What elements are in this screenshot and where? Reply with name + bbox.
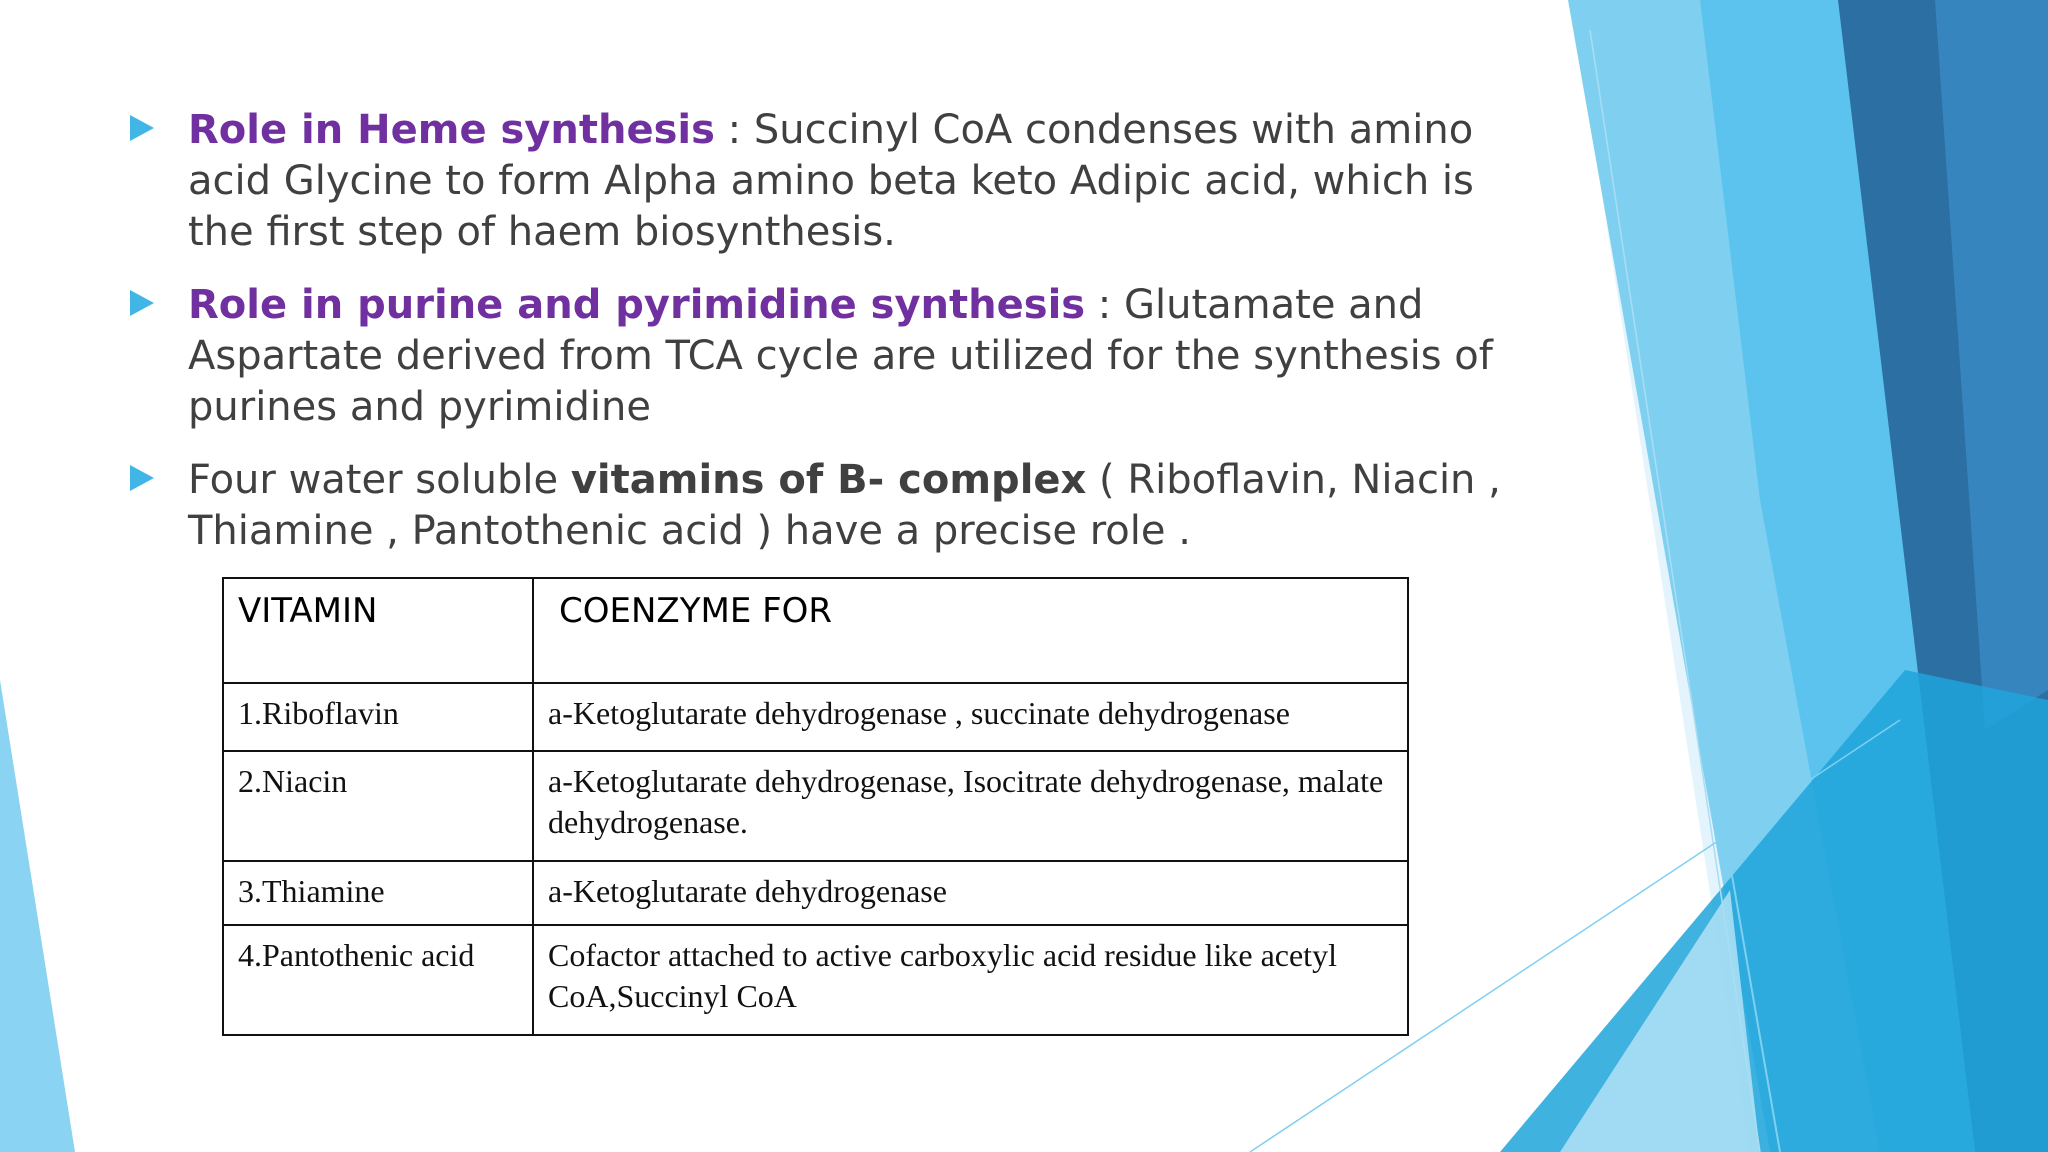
- coenzyme-cell: Cofactor attached to active carboxylic acid residue like acetyl CoA,Succinyl CoA: [533, 925, 1408, 1035]
- table-row: [223, 925, 1408, 1035]
- header-vitamin: VITAMIN: [223, 578, 533, 683]
- header-coenzyme: COENZYME FOR: [533, 578, 1408, 683]
- bullet-heme-synthesis: [130, 105, 1530, 258]
- bullet-heading: Role in Heme synthesis: [188, 107, 715, 153]
- table-row: [223, 683, 1408, 751]
- vitamin-cell: 1.Riboflavin: [223, 683, 533, 751]
- coenzyme-cell: a-Ketoglutarate dehydrogenase , succinate dehydrogenase: [533, 683, 1408, 751]
- table-header-row: [223, 578, 1408, 683]
- table-row: [223, 861, 1408, 925]
- table-row: [223, 751, 1408, 861]
- vitamin-cell: 2.Niacin: [223, 751, 533, 861]
- bullet-body: ( Riboflavin, Niacin , Thiamine , Pantothenic acid ) have a precise role .: [188, 457, 1501, 554]
- bullet-bold: vitamins of B- complex: [570, 457, 1087, 503]
- bullet-arrow-icon: [130, 465, 154, 491]
- coenzyme-cell: a-Ketoglutarate dehydrogenase, Isocitrate dehydrogenase, malate dehydrogenase.: [533, 751, 1408, 861]
- bullet-text: [188, 105, 1530, 258]
- bullet-arrow-icon: [130, 115, 154, 141]
- bullet-text: [188, 280, 1530, 433]
- bullet-heading: Role in purine and pyrimidine synthesis: [188, 282, 1086, 328]
- bullet-purine-pyrimidine: [130, 280, 1530, 433]
- bullet-arrow-icon: [130, 290, 154, 316]
- bullet-prefix: Four water soluble: [188, 457, 571, 503]
- bullet-body: : Glutamate and Aspartate derived from TCA cycle are utilized for the synthesis of purines and pyrimidine: [188, 282, 1493, 430]
- bullet-text: [188, 455, 1530, 557]
- vitamin-coenzyme-table: [222, 577, 1409, 1036]
- bullet-body: : Succinyl CoA condenses with amino acid Glycine to form Alpha amino beta keto Adipic acid, which is the first step of haem biosynthesis.: [188, 107, 1474, 255]
- vitamin-cell: 4.Pantothenic acid: [223, 925, 533, 1035]
- bullet-vitamins: [130, 455, 1530, 557]
- vitamin-cell: 3.Thiamine: [223, 861, 533, 925]
- coenzyme-cell: a-Ketoglutarate dehydrogenase: [533, 861, 1408, 925]
